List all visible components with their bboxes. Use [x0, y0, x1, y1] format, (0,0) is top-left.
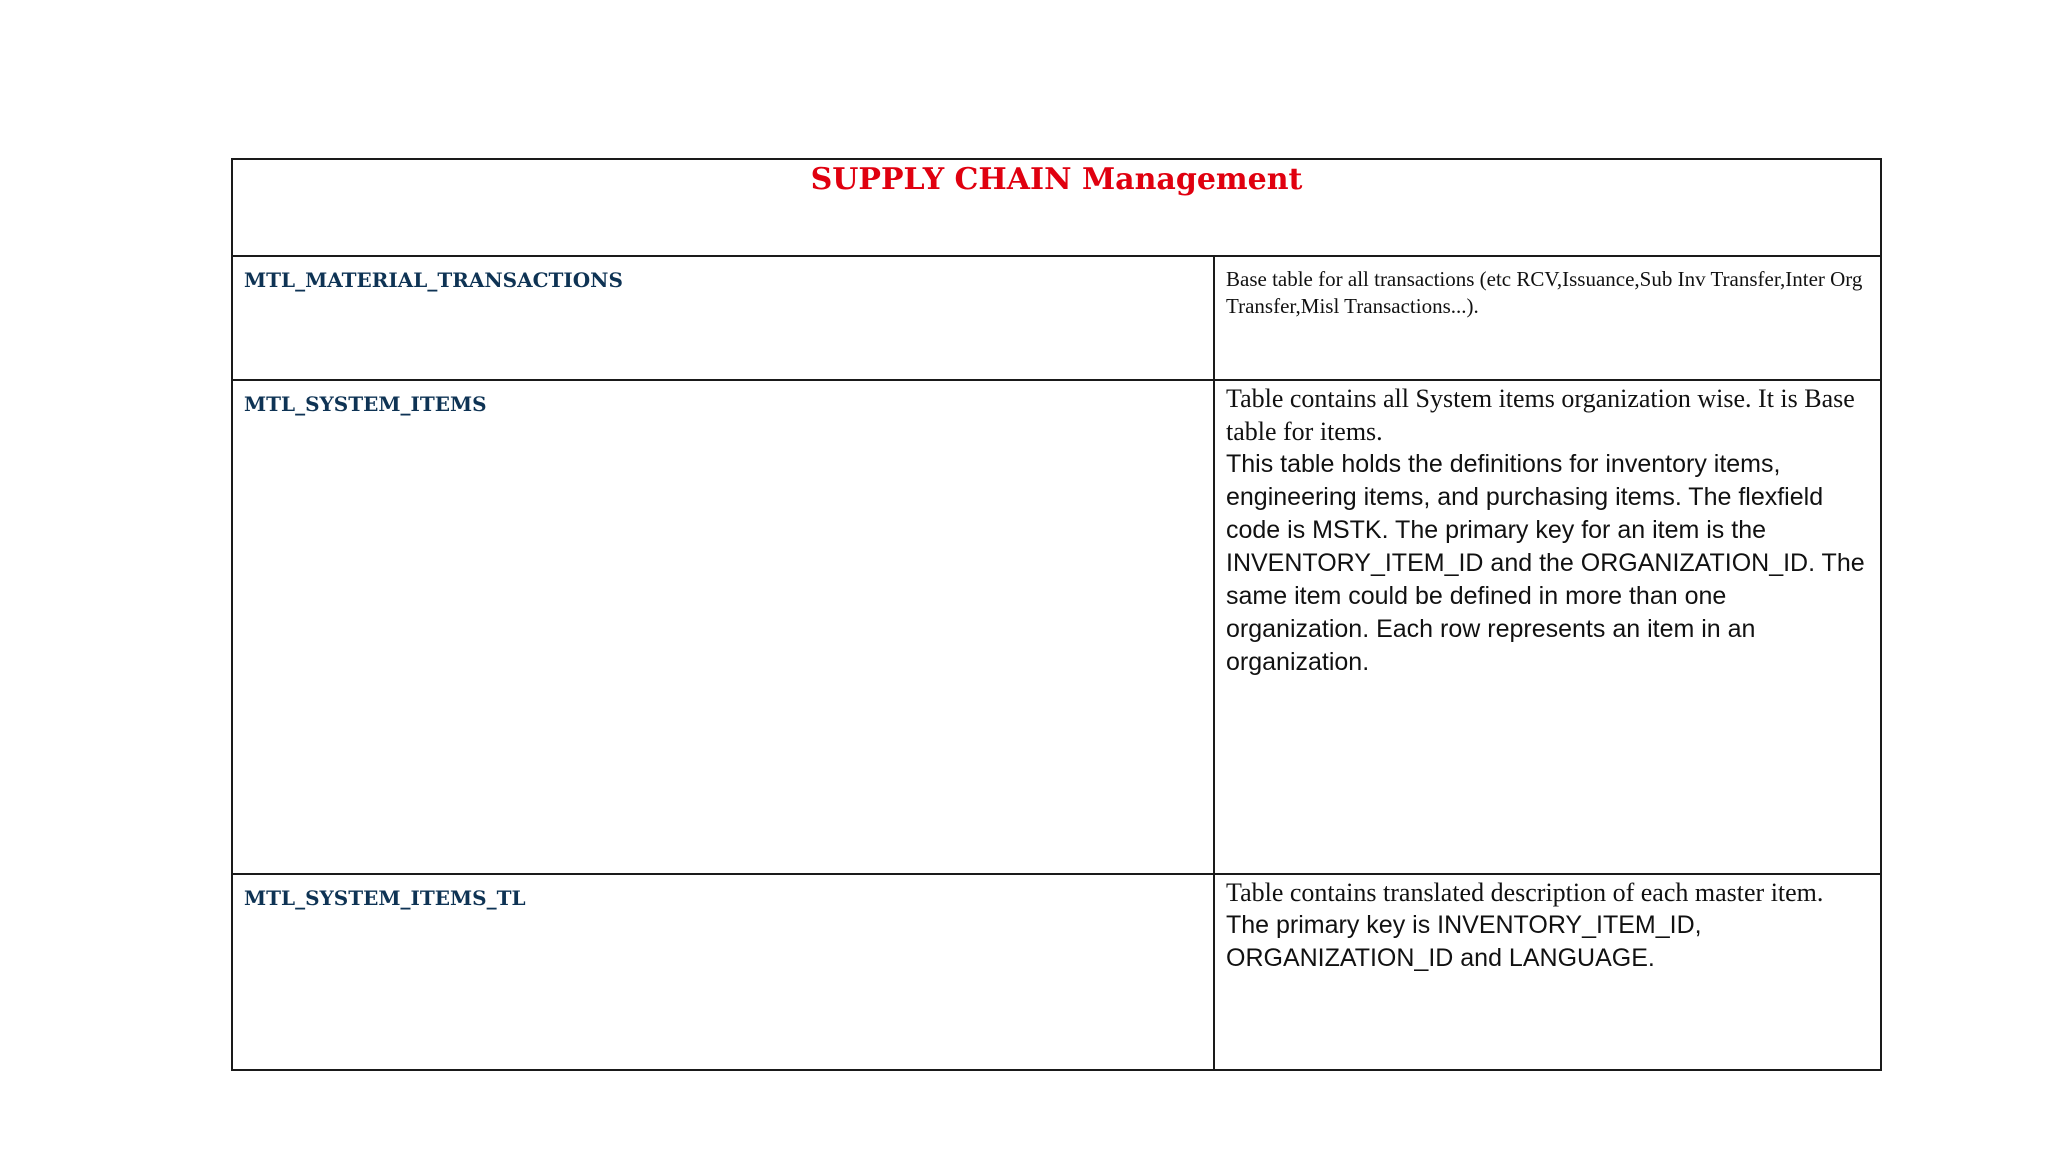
- document-title: SUPPLY CHAIN Management: [810, 162, 1303, 197]
- title-cell: [232, 159, 1881, 256]
- table-name: MTL_SYSTEM_ITEMS: [244, 392, 487, 416]
- table-row: [232, 380, 1881, 874]
- table-name-cell: [232, 874, 1214, 1070]
- table-row: [232, 256, 1881, 380]
- table-name: MTL_SYSTEM_ITEMS_TL: [244, 886, 526, 910]
- table-row: [232, 874, 1881, 1070]
- table-description-detail: This table holds the definitions for inventory items, engineering items, and purchasing items. The flexfield code is MSTK. The primary key for an item is the INVENTORY_ITEM_ID and the ORGANIZATION_ID. The same item could be defined in more than one organization. Each row represents an item in an organization.: [1226, 450, 1865, 676]
- table-description-detail: The primary key is INVENTORY_ITEM_ID, ORGANIZATION_ID and LANGUAGE.: [1226, 911, 1702, 972]
- title-row: [232, 159, 1881, 256]
- table-description-cell: [1214, 256, 1881, 380]
- table-description-cell: [1214, 874, 1881, 1070]
- supply-chain-table: [231, 158, 1882, 1071]
- table-description-cell: [1214, 380, 1881, 874]
- table-name-cell: [232, 256, 1214, 380]
- table-name-cell: [232, 380, 1214, 874]
- table-description-intro: Table contains all System items organization wise. It is Base table for items.: [1226, 384, 1855, 446]
- table-description: Base table for all transactions (etc RCV,Issuance,Sub Inv Transfer,Inter Org Transfer,Misl Transactions...).: [1226, 267, 1863, 318]
- table-description-intro: Table contains translated description of each master item.: [1226, 878, 1824, 907]
- table-name: MTL_MATERIAL_TRANSACTIONS: [244, 268, 623, 292]
